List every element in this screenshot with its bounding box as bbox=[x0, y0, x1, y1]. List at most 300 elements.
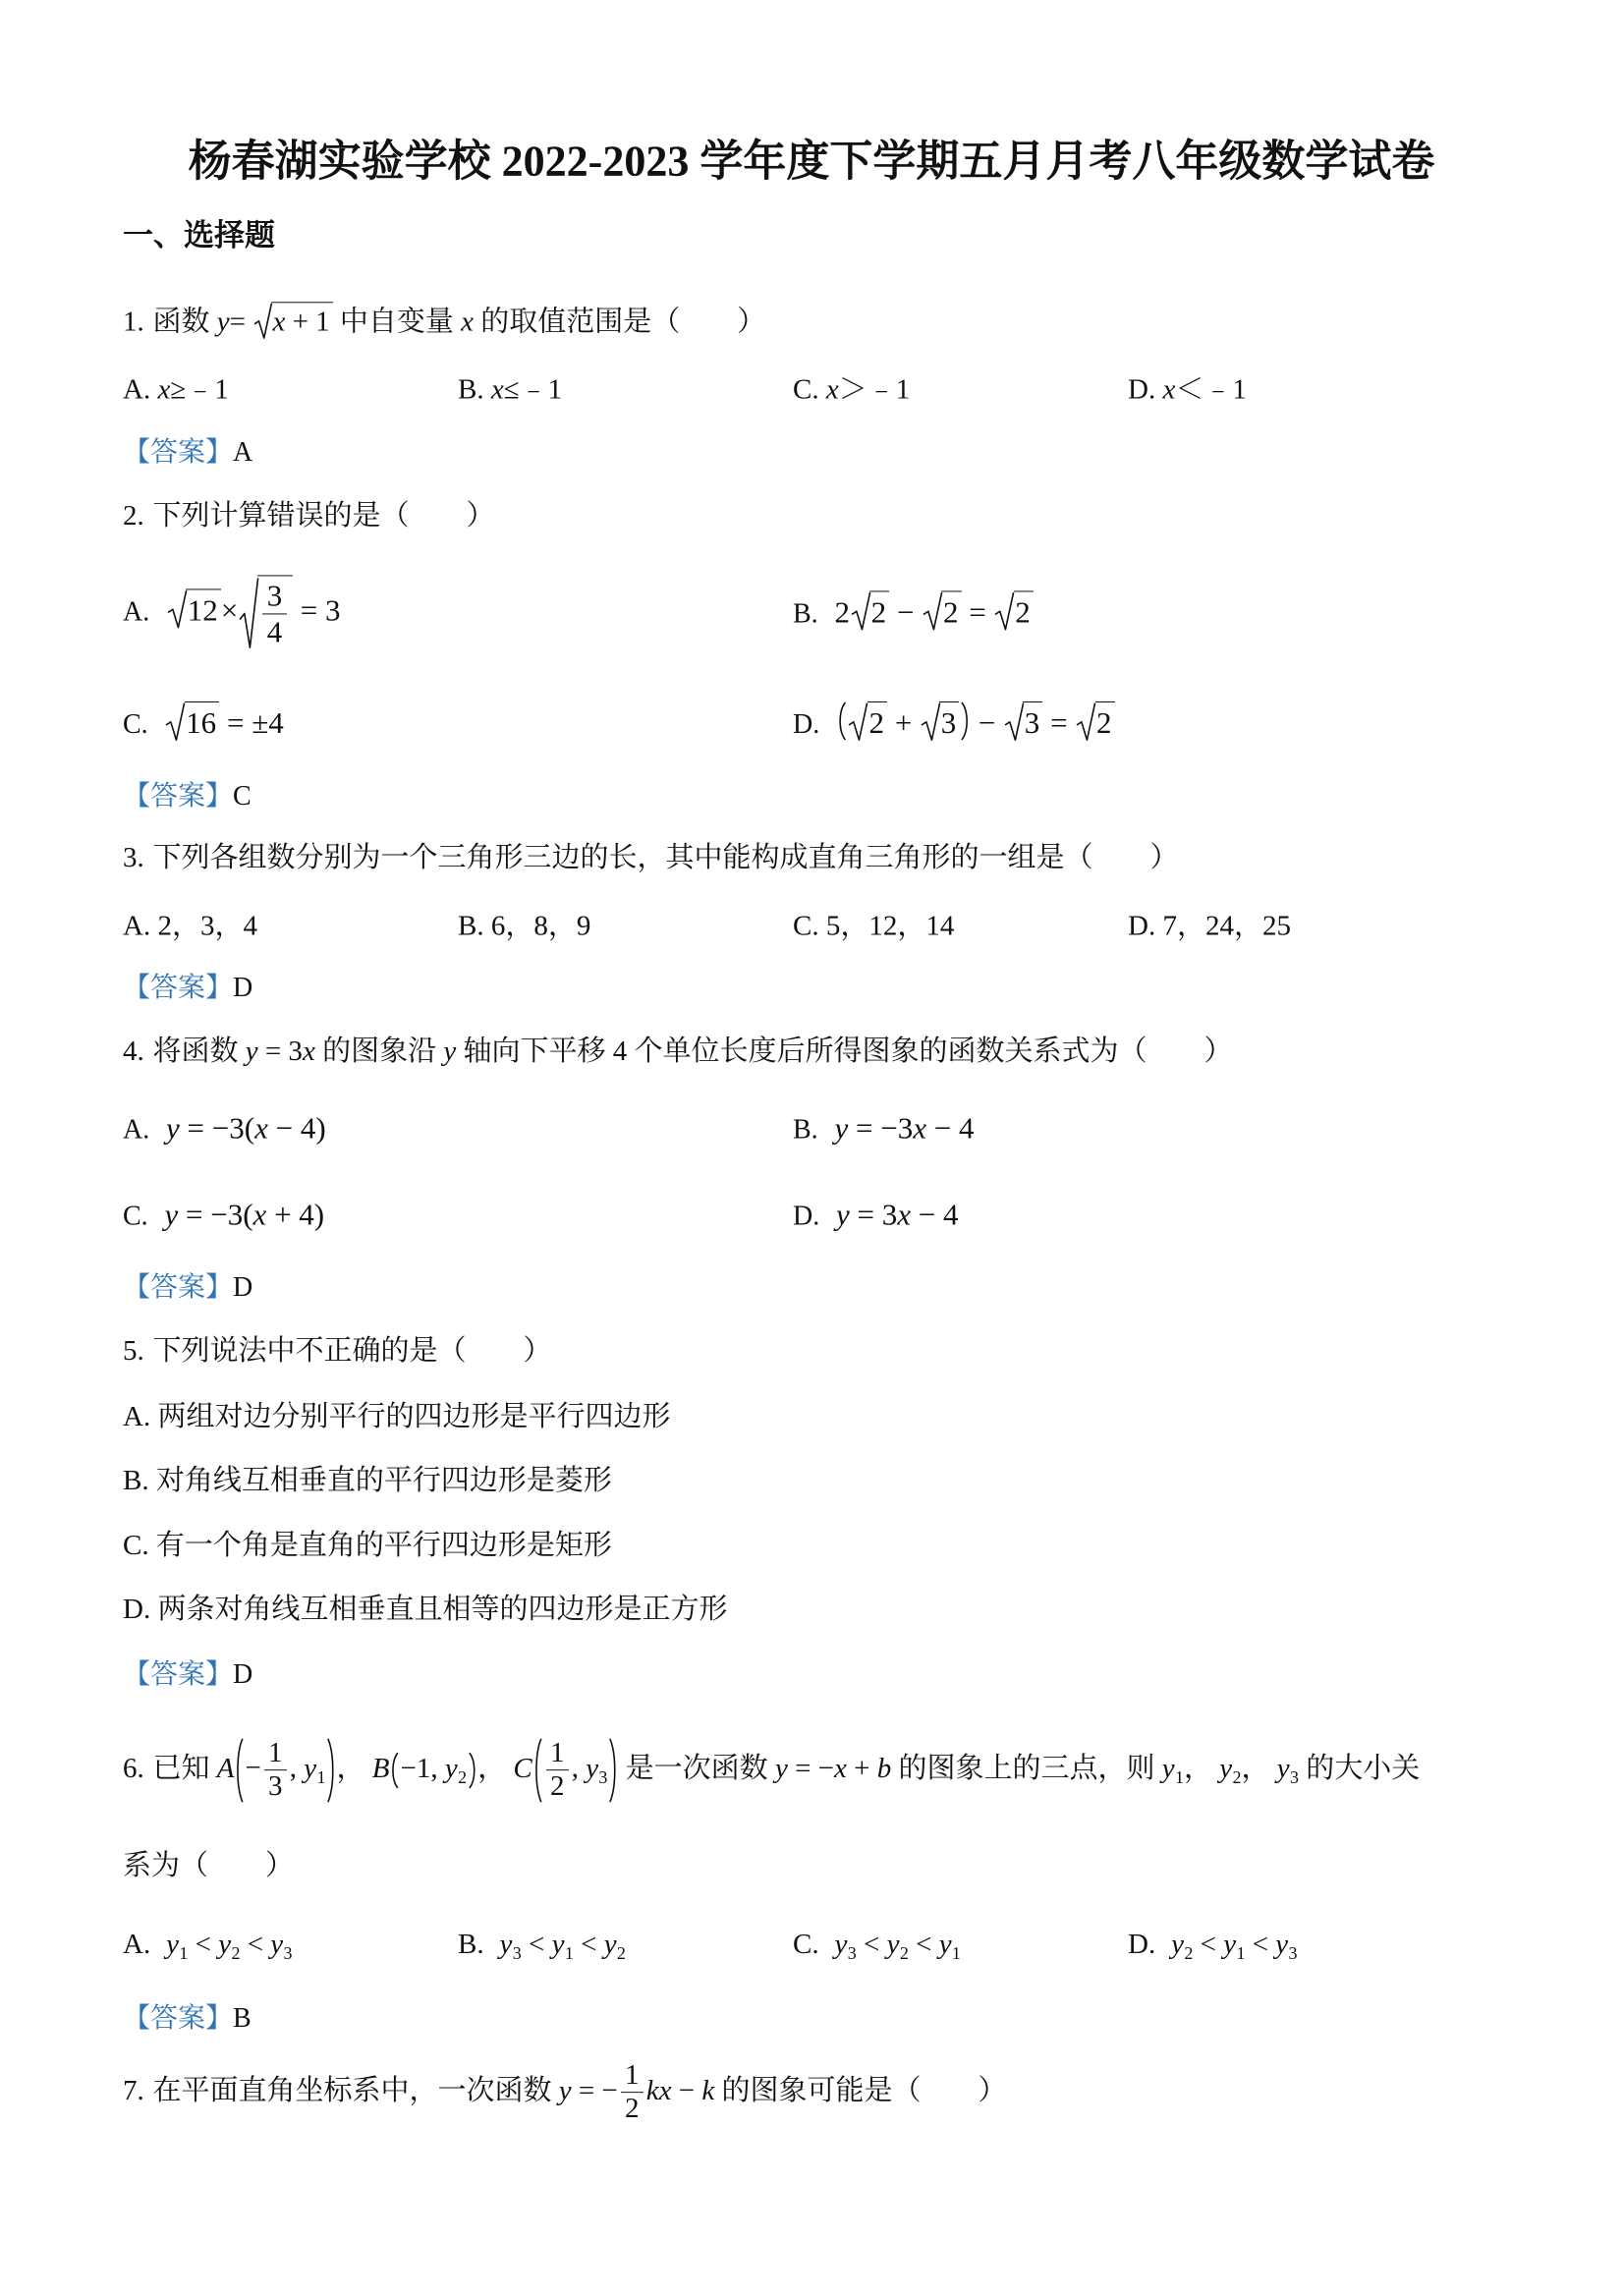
subscript: 2 bbox=[231, 1942, 241, 1963]
math-text: ， bbox=[1184, 1752, 1220, 1784]
paren-content bbox=[543, 1737, 608, 1804]
math-variable: y bbox=[774, 1752, 788, 1784]
option-content bbox=[164, 705, 283, 740]
math-text: 7，24，25 bbox=[1162, 909, 1291, 941]
radicand bbox=[869, 591, 889, 631]
math-text: − bbox=[245, 1752, 261, 1784]
answer-4 bbox=[123, 1270, 252, 1306]
math-variable: y bbox=[1275, 1928, 1289, 1960]
subscripted-variable bbox=[444, 1752, 468, 1787]
option-c bbox=[793, 371, 1128, 409]
option-c bbox=[793, 908, 1128, 945]
subscript: 3 bbox=[1289, 1766, 1299, 1787]
subscript: 2 bbox=[899, 1942, 909, 1963]
option-d bbox=[1128, 908, 1291, 945]
math-text: + bbox=[887, 704, 921, 740]
question-6 bbox=[123, 1737, 1420, 1804]
option-content bbox=[826, 373, 910, 405]
math-text: + bbox=[846, 1752, 877, 1784]
option-content bbox=[834, 1110, 974, 1145]
subscripted-variable bbox=[166, 1928, 189, 1963]
option-content bbox=[491, 910, 591, 941]
radicand bbox=[1095, 701, 1115, 741]
math-variable: x bbox=[252, 1197, 267, 1232]
math-variable: y bbox=[444, 1752, 458, 1784]
subscripted-variable bbox=[304, 1752, 326, 1787]
option-content bbox=[834, 595, 1033, 630]
numerator bbox=[264, 1737, 287, 1770]
math-text: = bbox=[229, 306, 253, 338]
square-root bbox=[168, 589, 221, 629]
denominator bbox=[262, 614, 287, 649]
math-variable: x bbox=[825, 372, 839, 405]
math-variable: y bbox=[1219, 1752, 1233, 1784]
question-stem bbox=[152, 1737, 1421, 1803]
math-text: < bbox=[240, 1928, 271, 1960]
option-label: C. bbox=[123, 1530, 149, 1562]
right-paren-icon bbox=[469, 1752, 477, 1789]
option-label: B. bbox=[458, 372, 484, 405]
option-label: D. bbox=[1128, 1928, 1156, 1960]
subscript: 2 bbox=[1184, 1942, 1194, 1963]
math-text: 3 bbox=[1024, 704, 1040, 740]
denominator bbox=[546, 1771, 569, 1804]
option-b bbox=[793, 1108, 974, 1148]
option-a bbox=[123, 908, 458, 945]
math-text: − 4) bbox=[267, 1110, 326, 1146]
option-content bbox=[834, 1928, 961, 1963]
math-text: 的图象可能是（ ） bbox=[714, 2074, 1007, 2106]
math-text: , bbox=[289, 1752, 305, 1784]
subscript: 2 bbox=[458, 1766, 468, 1787]
subscripted-variable bbox=[218, 1928, 241, 1963]
option-a bbox=[123, 1108, 793, 1148]
math-variable: y bbox=[166, 1928, 180, 1960]
math-variable: y bbox=[558, 2074, 572, 2106]
math-variable: y bbox=[443, 1036, 457, 1068]
question-stem bbox=[152, 1036, 1232, 1067]
parenthesized-group bbox=[234, 1737, 336, 1804]
option-content bbox=[836, 705, 1115, 740]
math-text: ， bbox=[336, 1752, 372, 1784]
math-text: 有一个角是直角的平行四边形是矩形 bbox=[155, 1530, 612, 1562]
math-variable: x bbox=[897, 1197, 912, 1232]
option-b bbox=[458, 908, 793, 945]
radical-sign-icon bbox=[1005, 701, 1024, 741]
math-variable: x bbox=[1162, 372, 1176, 405]
math-variable: y bbox=[834, 1110, 849, 1146]
question-6-options bbox=[123, 1926, 1298, 1965]
math-text: = bbox=[1042, 704, 1076, 740]
math-text: 1 bbox=[268, 1737, 283, 1769]
math-variable: x bbox=[913, 1110, 926, 1146]
math-text: − 4 bbox=[925, 1110, 975, 1146]
math-variable: x bbox=[254, 1110, 268, 1146]
question-7 bbox=[123, 2059, 1007, 2126]
option-label: D. bbox=[1128, 372, 1156, 405]
paren-content bbox=[848, 701, 960, 741]
option-content bbox=[157, 1594, 727, 1625]
square-root bbox=[923, 591, 962, 631]
radical-sign-icon bbox=[995, 591, 1014, 631]
math-text: 4 bbox=[266, 613, 283, 648]
subscripted-variable bbox=[834, 1928, 857, 1963]
math-text: ＜﹣1 bbox=[1175, 372, 1247, 405]
parenthesized-group bbox=[389, 1752, 477, 1789]
square-root bbox=[1005, 701, 1043, 741]
option-d bbox=[793, 701, 1115, 743]
math-text: 是一次函数 bbox=[618, 1752, 775, 1784]
option-label: A. bbox=[123, 1114, 150, 1146]
fraction bbox=[264, 1737, 287, 1804]
option-a bbox=[123, 371, 458, 409]
math-variable: y bbox=[270, 1928, 284, 1960]
math-text: ≤﹣1 bbox=[503, 372, 563, 405]
math-text: 中自变量 bbox=[332, 306, 462, 338]
math-text: − bbox=[971, 704, 1004, 740]
option-d bbox=[123, 1592, 727, 1629]
math-variable: y bbox=[304, 1752, 317, 1784]
math-variable: k bbox=[701, 2074, 715, 2106]
option-label: B. bbox=[793, 598, 818, 630]
option-c bbox=[123, 701, 793, 743]
option-content bbox=[166, 1928, 293, 1963]
math-text: ， bbox=[1241, 1752, 1277, 1784]
math-variable: x bbox=[834, 1752, 847, 1784]
math-text: 1 bbox=[625, 2059, 640, 2092]
radicand bbox=[941, 591, 961, 631]
math-text: 下列各组数分别为一个三角形三边的长，其中能构成直角三角形的一组是（ ） bbox=[152, 842, 1179, 874]
option-label: D. bbox=[1128, 909, 1156, 941]
fraction bbox=[621, 2059, 644, 2126]
subscript: 3 bbox=[847, 1942, 857, 1963]
math-variable: y bbox=[586, 1752, 599, 1784]
answer-value: D bbox=[233, 972, 253, 1003]
question-3 bbox=[123, 840, 1178, 877]
subscripted-variable bbox=[1276, 1752, 1299, 1787]
math-text: < bbox=[856, 1928, 887, 1960]
option-c bbox=[793, 1926, 1128, 1965]
left-paren-icon bbox=[235, 1737, 244, 1804]
left-paren-icon bbox=[837, 701, 846, 741]
radicand bbox=[271, 302, 333, 339]
option-label: C. bbox=[793, 909, 819, 941]
radicand bbox=[939, 701, 959, 741]
math-variable: A bbox=[216, 1752, 235, 1784]
math-text: −1, bbox=[400, 1752, 445, 1784]
math-text: < bbox=[573, 1928, 604, 1960]
option-a bbox=[123, 1399, 670, 1436]
question-2-options-row-1 bbox=[123, 575, 1034, 648]
option-label: A. bbox=[123, 596, 150, 628]
left-paren-icon bbox=[533, 1737, 542, 1804]
math-variable: y bbox=[164, 1197, 179, 1232]
option-label: A. bbox=[123, 372, 151, 405]
math-text: + 1 bbox=[285, 306, 330, 338]
math-text: 6，8，9 bbox=[490, 909, 591, 941]
option-content bbox=[499, 1928, 626, 1963]
question-2-options-row-2 bbox=[123, 700, 1115, 743]
option-label: C. bbox=[123, 708, 148, 740]
option-content bbox=[164, 1197, 324, 1231]
math-text: 3 bbox=[940, 704, 957, 740]
math-text: 2 bbox=[834, 594, 850, 630]
math-variable: y bbox=[1223, 1928, 1237, 1960]
question-4-options-row-1 bbox=[123, 1105, 974, 1148]
subscript: 3 bbox=[512, 1942, 522, 1963]
answer-value: B bbox=[233, 2002, 252, 2034]
math-text: − 4 bbox=[911, 1197, 959, 1232]
option-content bbox=[1171, 1928, 1298, 1963]
math-text: = −3 bbox=[848, 1110, 914, 1146]
option-d bbox=[793, 1195, 959, 1234]
option-b bbox=[458, 371, 793, 409]
math-variable: x bbox=[302, 1036, 315, 1068]
question-stem bbox=[152, 842, 1178, 873]
math-variable: y bbox=[1171, 1928, 1185, 1960]
answer-6 bbox=[123, 2001, 252, 2037]
subscripted-variable bbox=[499, 1928, 522, 1963]
option-b bbox=[793, 591, 1034, 633]
math-text: 2 bbox=[1096, 704, 1112, 740]
math-variable: y bbox=[216, 306, 230, 338]
subscripted-variable bbox=[603, 1928, 626, 1963]
math-text: 两组对边分别平行的四边形是平行四边形 bbox=[157, 1401, 671, 1433]
math-text: 2 bbox=[1015, 594, 1031, 630]
subscript: 2 bbox=[1232, 1766, 1242, 1787]
option-label: D. bbox=[793, 708, 820, 740]
right-paren-icon bbox=[609, 1737, 618, 1804]
math-text: 的图象沿 bbox=[314, 1036, 444, 1068]
math-text: = −3( bbox=[178, 1197, 253, 1232]
question-number: 2. bbox=[123, 500, 144, 532]
option-label: A. bbox=[123, 1928, 151, 1960]
question-stem bbox=[152, 2059, 1007, 2125]
numerator bbox=[546, 1737, 569, 1770]
answer-3 bbox=[123, 971, 252, 1006]
math-text: 2 bbox=[549, 1770, 565, 1803]
math-text: < bbox=[908, 1928, 939, 1960]
option-b bbox=[458, 1926, 793, 1965]
math-text: × bbox=[220, 592, 239, 628]
question-stem bbox=[152, 306, 765, 337]
option-a bbox=[123, 1926, 458, 1965]
subscript: 3 bbox=[1288, 1942, 1298, 1963]
math-text: 下列说法中不正确的是（ ） bbox=[152, 1335, 552, 1368]
math-variable: y bbox=[834, 1928, 848, 1960]
option-b bbox=[123, 1463, 612, 1500]
question-3-options bbox=[123, 906, 1291, 944]
question-stem bbox=[123, 1850, 294, 1881]
math-text: 3 bbox=[268, 1770, 283, 1803]
math-text: 轴向下平移 4 个单位长度后所得图象的函数关系式为（ ） bbox=[456, 1036, 1233, 1068]
answer-value: D bbox=[233, 1271, 253, 1303]
radicand bbox=[257, 575, 293, 648]
answer-5 bbox=[123, 1657, 252, 1693]
option-content bbox=[157, 1401, 670, 1432]
subscript: 2 bbox=[616, 1942, 626, 1963]
radicand bbox=[1014, 591, 1034, 631]
math-text: 2，3，4 bbox=[157, 909, 257, 941]
math-text: < bbox=[1245, 1928, 1276, 1960]
square-root bbox=[995, 591, 1034, 631]
numerator bbox=[621, 2059, 644, 2093]
denominator bbox=[621, 2094, 644, 2126]
answer-value: A bbox=[233, 436, 253, 468]
question-2 bbox=[123, 498, 494, 535]
option-d bbox=[1128, 1926, 1298, 1965]
square-root bbox=[922, 701, 960, 741]
question-1-options bbox=[123, 369, 1247, 408]
math-variable: y bbox=[245, 1036, 258, 1068]
subscripted-variable bbox=[551, 1928, 574, 1963]
radicand bbox=[185, 701, 220, 741]
math-text: ≥﹣1 bbox=[170, 372, 229, 405]
exam-title: 杨春湖实验学校 2022-2023 学年度下学期五月月考八年级数学试卷 bbox=[188, 137, 1435, 186]
math-text: 系为（ ） bbox=[123, 1850, 295, 1882]
math-variable: b bbox=[876, 1752, 892, 1784]
math-variable: x bbox=[461, 306, 474, 338]
option-label: D. bbox=[123, 1594, 151, 1626]
numerator bbox=[262, 578, 287, 614]
question-number: 7. bbox=[123, 2074, 144, 2106]
radical-sign-icon bbox=[254, 302, 271, 339]
math-variable: y bbox=[551, 1928, 565, 1960]
math-text: 3 bbox=[266, 578, 283, 613]
fraction bbox=[262, 578, 287, 648]
math-text: 下列计算错误的是（ ） bbox=[152, 500, 495, 532]
subscripted-variable bbox=[886, 1928, 909, 1963]
math-text: 将函数 bbox=[152, 1036, 246, 1068]
option-label: D. bbox=[793, 1201, 820, 1232]
square-root bbox=[240, 575, 293, 648]
option-a bbox=[123, 575, 793, 648]
option-content bbox=[156, 1465, 612, 1496]
math-text: = 3 bbox=[293, 592, 341, 628]
radical-sign-icon bbox=[1077, 701, 1095, 741]
math-variable: B bbox=[371, 1752, 390, 1784]
option-c bbox=[123, 1195, 793, 1234]
subscript: 1 bbox=[1236, 1942, 1246, 1963]
math-variable: y bbox=[603, 1928, 617, 1960]
subscript: 1 bbox=[951, 1942, 961, 1963]
math-text: 的取值范围是（ ） bbox=[473, 306, 766, 338]
option-label: B. bbox=[123, 1465, 149, 1497]
math-text: ， bbox=[477, 1752, 514, 1784]
math-text: 5，12，14 bbox=[825, 909, 955, 941]
subscript: 3 bbox=[598, 1766, 608, 1787]
subscripted-variable bbox=[1219, 1752, 1242, 1787]
right-paren-icon bbox=[961, 701, 970, 741]
option-c bbox=[123, 1528, 612, 1565]
math-text: − bbox=[671, 2074, 702, 2106]
math-variable: y bbox=[836, 1197, 850, 1232]
math-text: ＞﹣1 bbox=[838, 372, 911, 405]
square-root bbox=[1077, 701, 1115, 741]
denominator bbox=[264, 1771, 287, 1804]
math-variable: x bbox=[490, 372, 504, 405]
math-text: = ±4 bbox=[219, 704, 284, 740]
option-label: B. bbox=[458, 909, 484, 941]
square-root bbox=[254, 302, 333, 339]
math-text: 1 bbox=[549, 1737, 565, 1769]
subscripted-variable bbox=[938, 1928, 961, 1963]
math-text: + 4) bbox=[266, 1197, 325, 1232]
question-number: 5. bbox=[123, 1335, 144, 1368]
option-content bbox=[157, 373, 228, 405]
math-variable: x bbox=[272, 306, 286, 338]
answer-2 bbox=[123, 779, 252, 814]
option-label: C. bbox=[793, 1928, 819, 1960]
radicand bbox=[1023, 701, 1042, 741]
answer-1 bbox=[123, 435, 252, 471]
answer-tag: 【答案】 bbox=[123, 1271, 234, 1303]
math-text: 16 bbox=[186, 704, 217, 740]
parenthesized-group bbox=[532, 1737, 619, 1804]
math-variable: kx bbox=[645, 2074, 672, 2106]
question-4 bbox=[123, 1034, 1232, 1071]
radicand bbox=[867, 701, 887, 741]
subscripted-variable bbox=[1275, 1928, 1298, 1963]
math-text: = bbox=[961, 594, 994, 630]
fraction bbox=[546, 1737, 569, 1804]
math-text: = − bbox=[571, 2074, 618, 2106]
math-text: < bbox=[188, 1928, 219, 1960]
math-variable: y bbox=[938, 1928, 952, 1960]
question-number: 3. bbox=[123, 842, 144, 874]
paren-content bbox=[245, 1737, 325, 1804]
math-text: < bbox=[521, 1928, 552, 1960]
radical-sign-icon bbox=[168, 589, 187, 629]
math-variable: y bbox=[218, 1928, 232, 1960]
question-4-options-row-2 bbox=[123, 1192, 959, 1234]
square-root bbox=[166, 701, 219, 741]
math-text: 2 bbox=[870, 594, 887, 630]
math-variable: y bbox=[886, 1928, 900, 1960]
answer-value: D bbox=[233, 1658, 253, 1690]
parenthesized-group bbox=[836, 701, 971, 741]
math-variable: y bbox=[1161, 1752, 1175, 1784]
math-text: 对角线互相垂直的平行四边形是菱形 bbox=[155, 1465, 612, 1497]
math-text: 2 bbox=[625, 2093, 640, 2125]
question-stem bbox=[152, 1335, 551, 1367]
math-text: 12 bbox=[187, 592, 218, 628]
math-text: = 3 bbox=[849, 1197, 898, 1232]
subscripted-variable bbox=[270, 1928, 293, 1963]
option-d bbox=[1128, 371, 1247, 409]
subscript: 1 bbox=[316, 1766, 326, 1787]
answer-value: C bbox=[233, 780, 252, 812]
subscripted-variable bbox=[1171, 1928, 1194, 1963]
math-text: = − bbox=[787, 1752, 835, 1784]
option-label: A. bbox=[123, 909, 151, 941]
option-label: B. bbox=[458, 1928, 484, 1960]
math-text: < bbox=[1193, 1928, 1224, 1960]
radical-sign-icon bbox=[852, 591, 870, 631]
question-number: 4. bbox=[123, 1036, 144, 1068]
option-content bbox=[826, 910, 955, 941]
math-variable: y bbox=[1276, 1752, 1290, 1784]
answer-tag: 【答案】 bbox=[123, 2002, 234, 2034]
option-content bbox=[166, 578, 341, 648]
question-number: 6. bbox=[123, 1752, 144, 1784]
answer-tag: 【答案】 bbox=[123, 972, 234, 1003]
radical-sign-icon bbox=[849, 701, 867, 741]
math-text: 的图象上的三点，则 bbox=[891, 1752, 1162, 1784]
subscript: 1 bbox=[564, 1942, 574, 1963]
subscripted-variable bbox=[1161, 1752, 1184, 1787]
math-text: , bbox=[571, 1752, 587, 1784]
